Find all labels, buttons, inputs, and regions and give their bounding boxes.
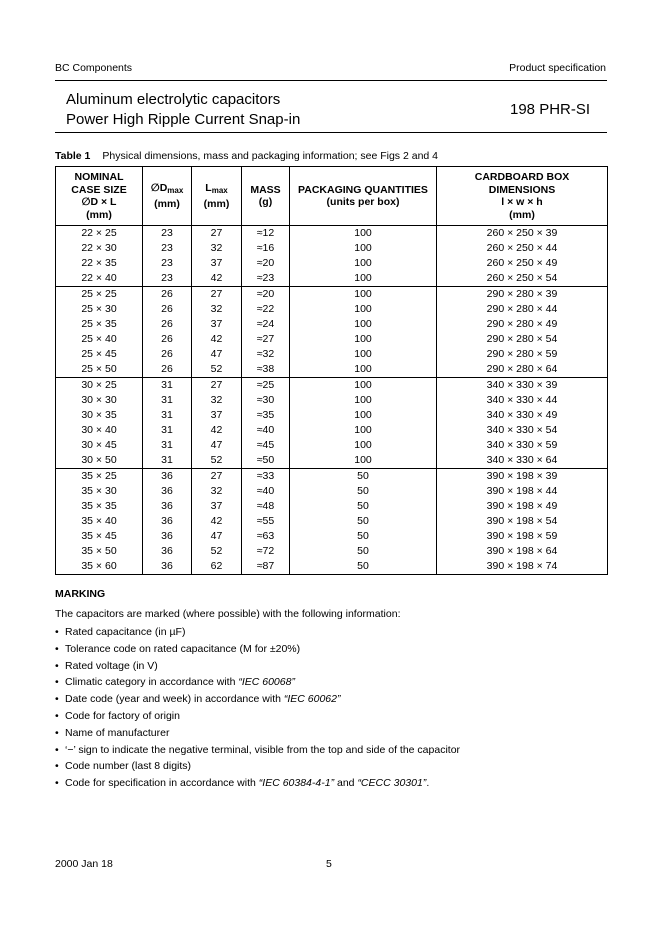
cell-box-dimensions: 390 × 198 × 59 <box>437 529 608 544</box>
cell-case-size: 35 × 25 <box>56 469 143 485</box>
bullet-icon: • <box>55 626 59 638</box>
cell-dmax: 26 <box>143 347 192 362</box>
cell-box-dimensions: 340 × 330 × 49 <box>437 408 608 423</box>
cell-packaging: 100 <box>290 332 437 347</box>
cell-mass: ≈40 <box>242 484 290 499</box>
cell-dmax: 26 <box>143 302 192 317</box>
cell-packaging: 50 <box>290 469 437 485</box>
cell-lmax: 37 <box>192 317 242 332</box>
cell-mass: ≈55 <box>242 514 290 529</box>
cell-case-size: 22 × 35 <box>56 256 143 271</box>
cell-dmax: 36 <box>143 529 192 544</box>
cell-lmax: 27 <box>192 469 242 485</box>
cell-box-dimensions: 340 × 330 × 64 <box>437 453 608 469</box>
cell-case-size: 30 × 35 <box>56 408 143 423</box>
cell-packaging: 100 <box>290 256 437 271</box>
col-mass: MASS (g) <box>242 167 290 226</box>
cell-case-size: 30 × 30 <box>56 393 143 408</box>
table-row <box>56 271 608 287</box>
cell-mass: ≈22 <box>242 302 290 317</box>
cell-lmax: 62 <box>192 559 242 575</box>
cell-case-size: 22 × 25 <box>56 226 143 242</box>
cell-case-size: 25 × 45 <box>56 347 143 362</box>
table-caption-text: Physical dimensions, mass and packaging information; see Figs 2 and 4 <box>102 150 439 162</box>
marking-item: • Date code (year and week) in accordance with “IEC 60062” <box>55 691 460 708</box>
table-row <box>56 256 608 271</box>
bullet-icon: • <box>55 693 59 706</box>
cell-packaging: 50 <box>290 544 437 559</box>
cell-packaging: 100 <box>290 393 437 408</box>
cell-dmax: 36 <box>143 484 192 499</box>
cell-dmax: 31 <box>143 438 192 453</box>
marking-item: • Climatic category in accordance with “IEC 60068” <box>55 674 460 691</box>
cell-case-size: 35 × 50 <box>56 544 143 559</box>
cell-packaging: 100 <box>290 378 437 394</box>
cell-dmax: 36 <box>143 544 192 559</box>
document-id: 198 PHR-SI <box>510 101 591 118</box>
cell-box-dimensions: 260 × 250 × 54 <box>437 271 608 287</box>
cell-lmax: 42 <box>192 514 242 529</box>
cell-mass: ≈20 <box>242 287 290 303</box>
cell-dmax: 26 <box>143 332 192 347</box>
cell-dmax: 31 <box>143 423 192 438</box>
cell-dmax: 23 <box>143 226 192 242</box>
table-row <box>56 332 608 347</box>
cell-packaging: 100 <box>290 438 437 453</box>
cell-mass: ≈33 <box>242 469 290 485</box>
table-row <box>56 241 608 256</box>
cell-mass: ≈63 <box>242 529 290 544</box>
cell-box-dimensions: 390 × 198 × 44 <box>437 484 608 499</box>
table-row <box>56 453 608 469</box>
marking-item: • ‘−’ sign to indicate the negative terminal, visible from the top and side of the capacitor <box>55 742 460 759</box>
marking-item: • Code for factory of origin <box>55 708 460 725</box>
cell-dmax: 31 <box>143 378 192 394</box>
cell-mass: ≈27 <box>242 332 290 347</box>
cell-case-size: 30 × 50 <box>56 453 143 469</box>
cell-mass: ≈35 <box>242 408 290 423</box>
cell-case-size: 30 × 45 <box>56 438 143 453</box>
cell-lmax: 47 <box>192 529 242 544</box>
cell-lmax: 27 <box>192 226 242 242</box>
cell-packaging: 100 <box>290 423 437 438</box>
cell-mass: ≈87 <box>242 559 290 575</box>
title-rule <box>55 132 607 133</box>
document-title <box>66 90 300 130</box>
cell-dmax: 31 <box>143 408 192 423</box>
cell-packaging: 100 <box>290 408 437 423</box>
cell-case-size: 35 × 40 <box>56 514 143 529</box>
cell-case-size: 25 × 25 <box>56 287 143 303</box>
cell-box-dimensions: 390 × 198 × 64 <box>437 544 608 559</box>
cell-packaging: 50 <box>290 484 437 499</box>
cell-mass: ≈16 <box>242 241 290 256</box>
table-row <box>56 362 608 378</box>
cell-lmax: 27 <box>192 287 242 303</box>
cell-lmax: 32 <box>192 484 242 499</box>
cell-box-dimensions: 340 × 330 × 59 <box>437 438 608 453</box>
cell-box-dimensions: 290 × 280 × 64 <box>437 362 608 378</box>
cell-mass: ≈48 <box>242 499 290 514</box>
cell-dmax: 31 <box>143 453 192 469</box>
cell-case-size: 25 × 40 <box>56 332 143 347</box>
marking-item: • Rated voltage (in V) <box>55 658 460 675</box>
cell-packaging: 100 <box>290 241 437 256</box>
cell-box-dimensions: 390 × 198 × 39 <box>437 469 608 485</box>
cell-packaging: 100 <box>290 317 437 332</box>
cell-mass: ≈12 <box>242 226 290 242</box>
page-number: 5 <box>326 858 332 870</box>
cell-lmax: 52 <box>192 362 242 378</box>
table-caption <box>55 150 438 162</box>
title-line-2: Power High Ripple Current Snap-in <box>66 111 301 128</box>
cell-box-dimensions: 390 × 198 × 49 <box>437 499 608 514</box>
table-row <box>56 226 608 242</box>
cell-box-dimensions: 390 × 198 × 74 <box>437 559 608 575</box>
cell-packaging: 50 <box>290 499 437 514</box>
table-row <box>56 393 608 408</box>
cell-lmax: 32 <box>192 393 242 408</box>
cell-lmax: 47 <box>192 347 242 362</box>
cell-packaging: 50 <box>290 529 437 544</box>
cell-lmax: 42 <box>192 332 242 347</box>
cell-dmax: 31 <box>143 393 192 408</box>
table-row <box>56 514 608 529</box>
bullet-icon: • <box>55 726 59 739</box>
table-row <box>56 423 608 438</box>
cell-case-size: 35 × 30 <box>56 484 143 499</box>
cell-case-size: 25 × 35 <box>56 317 143 332</box>
cell-dmax: 23 <box>143 271 192 287</box>
cell-box-dimensions: 290 × 280 × 49 <box>437 317 608 332</box>
title-line-1: Aluminum electrolytic capacitors <box>66 91 281 108</box>
cell-box-dimensions: 390 × 198 × 54 <box>437 514 608 529</box>
table-row <box>56 484 608 499</box>
cell-lmax: 52 <box>192 544 242 559</box>
cell-case-size: 35 × 35 <box>56 499 143 514</box>
cell-mass: ≈25 <box>242 378 290 394</box>
cell-lmax: 32 <box>192 302 242 317</box>
cell-mass: ≈20 <box>242 256 290 271</box>
cell-box-dimensions: 290 × 280 × 54 <box>437 332 608 347</box>
cell-packaging: 50 <box>290 514 437 529</box>
table-row <box>56 317 608 332</box>
cell-box-dimensions: 290 × 280 × 59 <box>437 347 608 362</box>
dimensions-table <box>55 166 608 575</box>
marking-item: • Code for specification in accordance with “IEC 60384-4-1” and “CECC 30301”. <box>55 775 460 792</box>
cell-mass: ≈32 <box>242 347 290 362</box>
header-rule <box>55 80 607 81</box>
cell-lmax: 37 <box>192 256 242 271</box>
footer-date: 2000 Jan 18 <box>55 858 113 870</box>
bullet-icon: • <box>55 659 59 672</box>
cell-dmax: 26 <box>143 317 192 332</box>
cell-box-dimensions: 340 × 330 × 44 <box>437 393 608 408</box>
cell-box-dimensions: 260 × 250 × 49 <box>437 256 608 271</box>
cell-box-dimensions: 290 × 280 × 44 <box>437 302 608 317</box>
table-row <box>56 529 608 544</box>
cell-box-dimensions: 260 × 250 × 39 <box>437 226 608 242</box>
table-row <box>56 347 608 362</box>
cell-case-size: 22 × 40 <box>56 271 143 287</box>
bullet-icon: • <box>55 642 59 655</box>
cell-packaging: 100 <box>290 453 437 469</box>
cell-mass: ≈50 <box>242 453 290 469</box>
cell-box-dimensions: 260 × 250 × 44 <box>437 241 608 256</box>
cell-packaging: 100 <box>290 302 437 317</box>
table-body <box>56 226 608 575</box>
cell-dmax: 26 <box>143 362 192 378</box>
cell-dmax: 36 <box>143 499 192 514</box>
cell-lmax: 42 <box>192 423 242 438</box>
cell-mass: ≈45 <box>242 438 290 453</box>
marking-title: MARKING <box>55 588 106 600</box>
cell-packaging: 100 <box>290 347 437 362</box>
cell-mass: ≈72 <box>242 544 290 559</box>
col-dmax: $\emptyset D_{max}$ (mm) <box>143 167 192 226</box>
marking-list <box>55 624 460 792</box>
table-row <box>56 559 608 575</box>
cell-packaging: 50 <box>290 559 437 575</box>
cell-lmax: 32 <box>192 241 242 256</box>
cell-box-dimensions: 340 × 330 × 39 <box>437 378 608 394</box>
cell-lmax: 42 <box>192 271 242 287</box>
cell-case-size: 25 × 30 <box>56 302 143 317</box>
cell-lmax: 27 <box>192 378 242 394</box>
cell-lmax: 47 <box>192 438 242 453</box>
table-row <box>56 544 608 559</box>
col-box-dimensions: CARDBOARD BOX DIMENSIONS l × w × h (mm) <box>437 167 608 226</box>
col-lmax: $L_{max}$ (mm) <box>192 167 242 226</box>
cell-mass: ≈30 <box>242 393 290 408</box>
cell-box-dimensions: 290 × 280 × 39 <box>437 287 608 303</box>
table-header-row <box>56 167 608 226</box>
cell-mass: ≈23 <box>242 271 290 287</box>
table-row <box>56 438 608 453</box>
cell-dmax: 23 <box>143 256 192 271</box>
cell-case-size: 25 × 50 <box>56 362 143 378</box>
col-packaging: PACKAGING QUANTITIES (units per box) <box>290 167 437 226</box>
marking-item: • Code number (last 8 digits) <box>55 758 460 775</box>
cell-lmax: 37 <box>192 499 242 514</box>
cell-dmax: 36 <box>143 559 192 575</box>
table-row <box>56 499 608 514</box>
cell-case-size: 35 × 45 <box>56 529 143 544</box>
bullet-icon: • <box>55 760 59 773</box>
bullet-icon: • <box>55 709 59 722</box>
cell-case-size: 35 × 60 <box>56 559 143 575</box>
table-row <box>56 302 608 317</box>
table-row <box>56 408 608 423</box>
cell-lmax: 52 <box>192 453 242 469</box>
bullet-icon: • <box>55 777 59 790</box>
cell-mass: ≈40 <box>242 423 290 438</box>
cell-dmax: 36 <box>143 514 192 529</box>
bullet-icon: • <box>55 743 59 756</box>
marking-item: • Rated capacitance (in µF) <box>55 624 460 641</box>
cell-box-dimensions: 340 × 330 × 54 <box>437 423 608 438</box>
table-caption-label: Table 1 <box>55 150 91 162</box>
marking-intro: The capacitors are marked (where possible) with the following information: <box>55 608 401 620</box>
cell-packaging: 100 <box>290 226 437 242</box>
cell-dmax: 36 <box>143 469 192 485</box>
cell-mass: ≈38 <box>242 362 290 378</box>
cell-lmax: 37 <box>192 408 242 423</box>
table-row <box>56 378 608 394</box>
marking-item: • Tolerance code on rated capacitance (M for ±20%) <box>55 641 460 658</box>
cell-packaging: 100 <box>290 362 437 378</box>
cell-dmax: 26 <box>143 287 192 303</box>
bullet-icon: • <box>55 676 59 689</box>
cell-dmax: 23 <box>143 241 192 256</box>
cell-case-size: 30 × 40 <box>56 423 143 438</box>
cell-mass: ≈24 <box>242 317 290 332</box>
cell-packaging: 100 <box>290 287 437 303</box>
company-name: BC Components <box>55 62 133 74</box>
table-row <box>56 287 608 303</box>
marking-item: • Name of manufacturer <box>55 725 460 742</box>
col-case-size: NOMINAL CASE SIZE ∅D × L (mm) <box>56 167 143 226</box>
cell-packaging: 100 <box>290 271 437 287</box>
table-row <box>56 469 608 485</box>
cell-case-size: 30 × 25 <box>56 378 143 394</box>
cell-case-size: 22 × 30 <box>56 241 143 256</box>
document-type: Product specification <box>509 62 606 74</box>
